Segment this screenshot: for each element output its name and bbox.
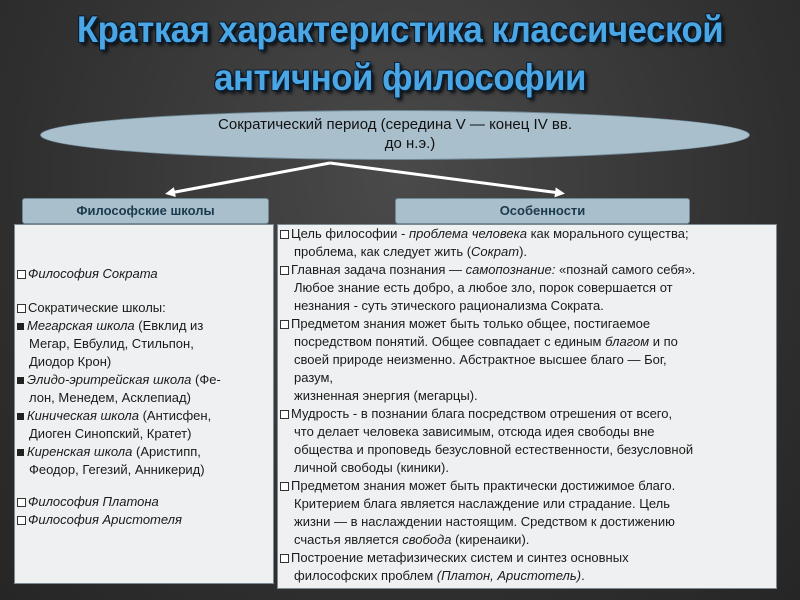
square-bullet-icon (17, 449, 24, 456)
feature-4-cont: что делает человека зависимым, отсюда идея свободы вне (294, 424, 655, 439)
checkbox-bullet-icon (280, 230, 289, 239)
arrow-right (330, 163, 560, 193)
school-cynic-cont: Диоген Синопский, Кратет) (29, 426, 192, 441)
school-socrates: Философия Сократа (17, 265, 269, 283)
checkbox-bullet-icon (280, 320, 289, 329)
feature-6-cont: философских проблем (Платон, Аристотель). (294, 568, 585, 583)
school-megarian-cont2: Диодор Крон) (29, 354, 112, 369)
feature-5: Предметом знания может быть практически достижимое благо. (280, 477, 772, 495)
socratic-schools-heading: Сократические школы: (17, 299, 269, 317)
checkbox-bullet-icon (280, 482, 289, 491)
checkbox-bullet-icon (17, 516, 26, 525)
square-bullet-icon (17, 323, 24, 330)
checkbox-bullet-icon (17, 304, 26, 313)
school-megarian-cont: Мегар, Евбулид, Стильпон, (29, 336, 194, 351)
checkbox-bullet-icon (280, 266, 289, 275)
school-megarian: Мегарская школа (Евклид из (17, 317, 269, 335)
feature-2-cont2: незнания - суть этического рационализма Сократа. (294, 298, 604, 313)
period-ellipse (40, 110, 750, 160)
feature-3: Предметом знания может быть только общее, постигаемое (280, 315, 772, 333)
feature-4-cont2: общества и проповедь безусловной естественности, безусловной (294, 442, 694, 457)
period-line-2: до н.э.) (384, 135, 436, 152)
school-cyrenaic: Киренская школа (Аристипп, (17, 443, 269, 461)
checkbox-bullet-icon (280, 554, 289, 563)
feature-4: Мудрость - в познании блага посредством отрешения от всего, (280, 405, 772, 423)
school-elido: Элидо-эритрейская школа (Фе- (17, 371, 269, 389)
feature-5-cont2: жизни — в наслаждении настоящим. Средством к достижению (294, 514, 675, 529)
school-cyrenaic-cont: Феодор, Гегезий, Анникерид) (29, 462, 205, 477)
checkbox-bullet-icon (280, 410, 289, 419)
feature-1: Цель философии - проблема человека как морального существа; (280, 225, 772, 243)
feature-5-cont: Критерием блага является наслаждение или страдание. Цель (294, 496, 671, 511)
checkbox-bullet-icon (17, 270, 26, 279)
feature-1-cont: проблема, как следует жить (Сократ). (294, 244, 528, 259)
title-line-2: античной философии (214, 57, 586, 98)
square-bullet-icon (17, 413, 24, 420)
school-cynic: Киническая школа (Антисфен, (17, 407, 269, 425)
feature-2: Главная задача познания — самопознание: «познай самого себя». (280, 261, 772, 279)
features-box (277, 224, 777, 589)
feature-3-cont4: жизненная энергия (мегарцы). (294, 388, 478, 403)
arrow-left (170, 163, 330, 193)
school-elido-cont: лон, Менедем, Асклепиад) (29, 390, 191, 405)
title-line-1: Краткая характеристика классической (76, 9, 724, 50)
feature-6: Построение метафизических систем и синтез основных (280, 549, 772, 567)
feature-4-cont3: личной свободы (киники). (294, 460, 449, 475)
features-header: Особенности (395, 198, 690, 224)
feature-5-cont3: счастья является свобода (киренаики). (294, 532, 530, 547)
school-plato: Философия Платона (17, 493, 269, 511)
schools-header: Философские школы (22, 198, 269, 224)
feature-3-cont: посредством понятий. Общее совпадает с единым благом и по (294, 334, 678, 349)
period-line-1: Сократический период (середина V — конец IV вв. (218, 116, 572, 133)
feature-3-cont3: разум, (294, 370, 334, 385)
feature-3-cont2: своей природе неизменно. Абстрактное высшее благо — Бог, (294, 352, 667, 367)
square-bullet-icon (17, 377, 24, 384)
checkbox-bullet-icon (17, 498, 26, 507)
schools-box (14, 224, 274, 584)
feature-2-cont: Любое знание есть добро, а любое зло, порок совершается от (294, 280, 673, 295)
slide-title (24, 6, 776, 102)
school-aristotle: Философия Аристотеля (17, 511, 269, 529)
